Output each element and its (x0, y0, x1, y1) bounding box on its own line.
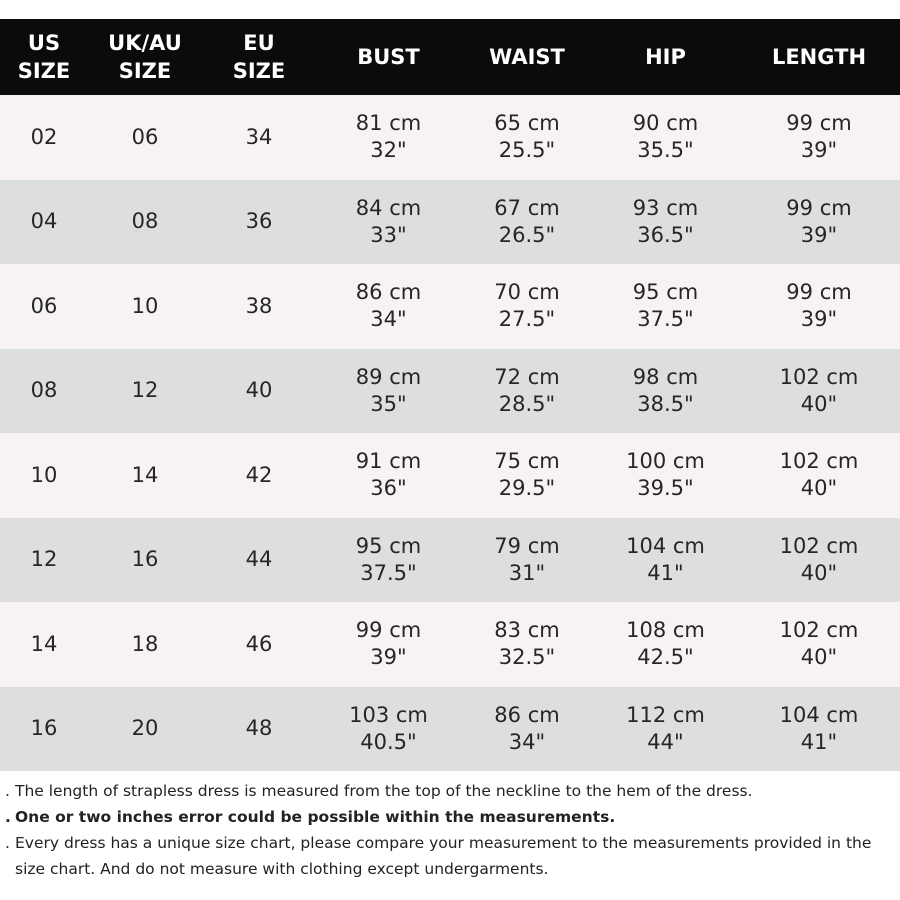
waist-cm-value: 79 cm (494, 533, 560, 558)
us-size-cell: 02 (30, 124, 58, 149)
table-body (0, 95, 900, 771)
hip-cell (593, 264, 738, 349)
bust-cm-value: 103 cm (349, 702, 428, 727)
length-cm-value: 99 cm (786, 195, 852, 220)
note-item (5, 830, 890, 882)
hip-cm-value: 108 cm (626, 618, 705, 643)
waist-inch-value: 31" (508, 560, 546, 585)
uk-au-size-cell: 14 (131, 462, 159, 487)
hip-cell (593, 433, 738, 518)
bust-cm-value: 95 cm (355, 533, 422, 558)
table-row (0, 518, 900, 603)
length-inch-value: 39" (800, 307, 838, 332)
eu-size-cell: 46 (245, 631, 273, 656)
size-chart (0, 19, 900, 771)
bust-inch-value: 34" (370, 307, 407, 332)
hip-inch-value: 42.5" (637, 645, 694, 670)
uk-au-size-cell: 12 (131, 378, 159, 403)
bust-cell (316, 433, 461, 518)
uk-au-size-cell: 06 (131, 124, 159, 149)
table-header-row (0, 19, 900, 95)
note-text: One or two inches error could be possible within the measurements. (15, 808, 616, 826)
table-row (0, 687, 900, 772)
hip-cell (593, 95, 738, 180)
bust-cm-value: 81 cm (355, 111, 422, 136)
hip-cell (593, 349, 738, 434)
table-row (0, 349, 900, 434)
length-cell (738, 602, 900, 687)
hip-inch-value: 37.5" (637, 307, 694, 332)
waist-inch-value: 29.5" (498, 476, 556, 501)
table-row (0, 433, 900, 518)
bust-inch-value: 33" (370, 222, 407, 247)
hip-cm-value: 93 cm (632, 195, 699, 220)
hip-inch-value: 41" (647, 560, 684, 585)
bust-cm-value: 91 cm (355, 449, 422, 474)
hip-cm-value: 112 cm (626, 702, 705, 727)
uk-au-size-cell: 08 (131, 209, 159, 234)
bust-cell (316, 95, 461, 180)
bust-cm-value: 89 cm (355, 364, 422, 389)
hip-inch-value: 44" (647, 729, 684, 754)
length-cm-value: 102 cm (779, 533, 859, 558)
length-inch-value: 40" (800, 645, 838, 670)
bust-cell (316, 180, 461, 265)
hip-cm-value: 100 cm (626, 449, 705, 474)
waist-cell (461, 433, 593, 518)
length-cm-value: 102 cm (779, 364, 859, 389)
waist-inch-value: 26.5" (498, 222, 556, 247)
bust-cell (316, 518, 461, 603)
table-row (0, 180, 900, 265)
hip-inch-value: 35.5" (637, 138, 694, 163)
waist-cm-value: 86 cm (494, 702, 560, 727)
bust-cell (316, 264, 461, 349)
bust-inch-value: 35" (370, 391, 407, 416)
us-size-cell: 14 (30, 631, 58, 656)
table-row (0, 602, 900, 687)
us-size-cell: 10 (30, 462, 58, 487)
note-item (5, 804, 890, 830)
header-uk-au-size: UK/AU SIZE (108, 31, 182, 83)
table-row (0, 264, 900, 349)
us-size-cell: 08 (30, 378, 58, 403)
bust-cell (316, 602, 461, 687)
length-cm-value: 99 cm (786, 280, 852, 305)
length-cell (738, 180, 900, 265)
waist-inch-value: 34" (508, 729, 546, 754)
bust-inch-value: 37.5" (360, 560, 417, 585)
waist-cm-value: 83 cm (494, 618, 560, 643)
hip-inch-value: 36.5" (637, 222, 694, 247)
uk-au-size-cell: 10 (131, 293, 159, 318)
hip-cm-value: 95 cm (632, 280, 699, 305)
bust-inch-value: 40.5" (360, 729, 417, 754)
length-cm-value: 104 cm (779, 702, 859, 727)
hip-cell (593, 518, 738, 603)
size-table (0, 19, 900, 771)
length-inch-value: 39" (800, 222, 838, 247)
waist-cell (461, 180, 593, 265)
hip-inch-value: 39.5" (637, 476, 694, 501)
waist-cm-value: 72 cm (494, 364, 560, 389)
waist-cell (461, 349, 593, 434)
eu-size-cell: 36 (245, 209, 273, 234)
waist-cell (461, 264, 593, 349)
note-text: The length of strapless dress is measured from the top of the neckline to the hem of the dress. (15, 782, 753, 800)
length-cell (738, 433, 900, 518)
hip-cm-value: 90 cm (632, 111, 699, 136)
length-inch-value: 40" (800, 476, 838, 501)
table-row (0, 95, 900, 180)
us-size-cell: 06 (30, 293, 58, 318)
us-size-cell: 16 (30, 716, 58, 741)
bust-cm-value: 86 cm (355, 280, 422, 305)
hip-cell (593, 602, 738, 687)
eu-size-cell: 42 (245, 462, 273, 487)
eu-size-cell: 40 (245, 378, 273, 403)
length-inch-value: 39" (800, 138, 838, 163)
hip-cm-value: 98 cm (632, 364, 699, 389)
note-item (5, 778, 890, 804)
length-cell (738, 687, 900, 772)
waist-cell (461, 518, 593, 603)
bust-inch-value: 32" (370, 138, 407, 163)
length-cm-value: 99 cm (786, 111, 852, 136)
us-size-cell: 04 (30, 209, 58, 234)
bust-cell (316, 349, 461, 434)
length-cell (738, 349, 900, 434)
waist-cm-value: 75 cm (494, 449, 560, 474)
eu-size-cell: 48 (245, 716, 273, 741)
waist-cm-value: 67 cm (494, 195, 560, 220)
eu-size-cell: 34 (245, 124, 273, 149)
waist-cm-value: 65 cm (494, 111, 560, 136)
eu-size-cell: 44 (245, 547, 273, 572)
length-inch-value: 40" (800, 391, 838, 416)
header-bust: BUST (357, 45, 420, 69)
bust-inch-value: 36" (370, 476, 407, 501)
bust-cell (316, 687, 461, 772)
uk-au-size-cell: 20 (131, 716, 159, 741)
length-cell (738, 95, 900, 180)
bust-cm-value: 99 cm (355, 618, 422, 643)
waist-inch-value: 28.5" (498, 391, 556, 416)
note-text: Every dress has a unique size chart, please compare your measurement to the measurements provided in the size chart. And do not measure with clothing except undergarments. (15, 834, 872, 878)
uk-au-size-cell: 16 (131, 547, 159, 572)
header-eu-size: EU SIZE (232, 31, 286, 83)
bullet-dot: . (5, 782, 10, 800)
notes (5, 778, 890, 882)
bullet-dot: . (5, 834, 10, 852)
length-cm-value: 102 cm (779, 449, 859, 474)
hip-cm-value: 104 cm (626, 533, 705, 558)
bust-cm-value: 84 cm (355, 195, 422, 220)
header-waist: WAIST (489, 45, 565, 69)
us-size-cell: 12 (30, 547, 58, 572)
length-cm-value: 102 cm (779, 618, 859, 643)
header-us-size: US SIZE (17, 31, 71, 83)
length-inch-value: 41" (800, 729, 838, 754)
hip-cell (593, 180, 738, 265)
hip-inch-value: 38.5" (637, 391, 694, 416)
length-inch-value: 40" (800, 560, 838, 585)
length-cell (738, 518, 900, 603)
length-cell (738, 264, 900, 349)
waist-cell (461, 687, 593, 772)
header-length: LENGTH (771, 45, 867, 69)
waist-cell (461, 95, 593, 180)
waist-cm-value: 70 cm (494, 280, 560, 305)
uk-au-size-cell: 18 (131, 631, 159, 656)
waist-inch-value: 32.5" (498, 645, 556, 670)
header-hip: HIP (645, 45, 686, 69)
waist-inch-value: 25.5" (498, 138, 556, 163)
hip-cell (593, 687, 738, 772)
waist-inch-value: 27.5" (498, 307, 556, 332)
waist-cell (461, 602, 593, 687)
bust-inch-value: 39" (370, 645, 407, 670)
eu-size-cell: 38 (245, 293, 273, 318)
bullet-dot: . (5, 808, 11, 826)
